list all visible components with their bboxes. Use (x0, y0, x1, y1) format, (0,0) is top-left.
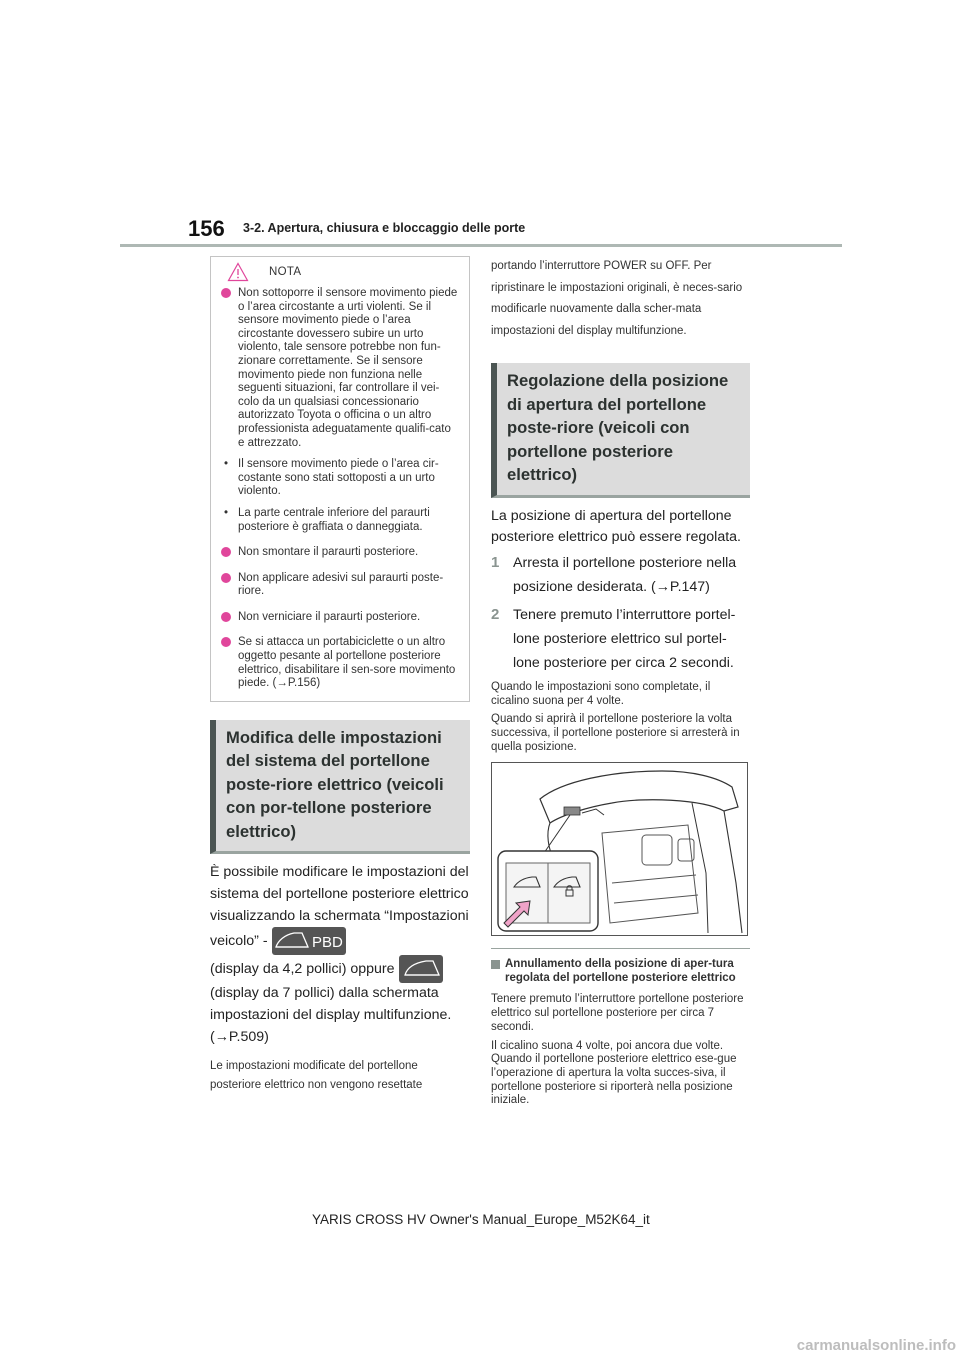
nota-item-text: Non sottoporre il sensore movimento piede o l’area circostante a urti violenti. Se il sensore movimento piede o l’area circostante dovessero subire un urto violento, tale sensore potrebbe non fun-zionare correttamente. Se il sensore movimento piede non funziona nelle seguenti situazioni, far controllare il vei-colo da un qualsiasi concessionario autorizzato Toyota o officina o un altro professionista adeguatamente qualifi-cato e attrezzato. (238, 287, 458, 449)
step-item (491, 603, 750, 675)
step-number: 1 (491, 553, 500, 571)
nota-item (221, 546, 459, 560)
section-heading-settings: Modifica delle impostazioni del sistema del portellone poste-riore elettrico (veicoli con por-tellone posteriore elettrico) (210, 720, 470, 855)
opening-position-intro: La posizione di apertura del portellone posteriore elettrico può essere regolata. (491, 507, 741, 546)
step-item (491, 551, 750, 599)
nota-sub-item: • Il sensore movimento piede o l’area cir-costante sono stati sottoposti a un urto violento. (224, 458, 439, 498)
settings-body (210, 862, 470, 1048)
warning-triangle-icon (227, 262, 249, 282)
nota-item-text: Non smontare il paraurti posteriore. (238, 546, 419, 559)
nota-sub-item-text: La parte centrale inferiore del paraurti posteriore è graffiata o danneggiata. (238, 506, 430, 533)
pink-bullet-icon (221, 547, 231, 557)
nota-sub-item: • La parte centrale inferiore del paraurti posteriore è graffiata o danneggiata. (224, 506, 430, 533)
step-text: Tenere premuto l’interruttore portel-lone posteriore elettrico sul portel-lone posteriore per circa 2 secondi. (513, 606, 736, 671)
section-heading-opening-position: Regolazione della posizione di apertura del portellone poste-riore (veicoli con portellone posteriore elettrico) (491, 363, 750, 498)
nota-item (221, 636, 459, 690)
nota-item-text: Non verniciare il paraurti posteriore. (238, 610, 421, 623)
cancel-position-heading (491, 958, 750, 985)
watermark: carmanualsonline.info (796, 1337, 956, 1354)
nota-item-text: Non applicare adesivi sul paraurti poste-riore. (238, 571, 444, 598)
left-column (210, 256, 470, 1095)
illustration-rule (491, 948, 750, 949)
nota-box (210, 256, 470, 702)
page-number: 156 (188, 216, 225, 241)
tailgate-switch-illustration (491, 762, 748, 936)
pink-bullet-icon (221, 637, 231, 647)
car-pbd-icon (272, 927, 346, 955)
right-column (491, 256, 750, 1108)
settings-text-3: (display da 7 pollici) dalla schermata impostazioni del display multifunzione. (→P.509) (210, 985, 452, 1045)
cancel-position-heading-text: Annullamento della posizione di aper-tura regolata del portellone posteriore elettrico (505, 958, 736, 984)
header-rule (120, 244, 842, 247)
pink-bullet-icon (221, 288, 231, 298)
step-note: Quando le impostazioni sono completate, il cicalino suona per 4 volte. (491, 680, 711, 707)
car-icon (399, 955, 443, 983)
nota-item (221, 287, 459, 450)
settings-text-2: (display da 4,2 pollici) oppure (210, 961, 395, 978)
nota-label: NOTA (269, 266, 302, 278)
nota-header (221, 257, 459, 287)
step-number: 2 (491, 605, 500, 623)
step-note: Quando si aprirà il portellone posteriore la volta successiva, il portellone posteriore si arresterà in quella posizione. (491, 713, 740, 753)
steps-list (491, 551, 750, 675)
pink-bullet-icon (221, 612, 231, 622)
section-title: 3-2. Apertura, chiusura e bloccaggio delle porte (243, 221, 526, 235)
step-text: Arresta il portellone posteriore nella posizione desiderata. (→P.147) (513, 554, 737, 595)
page-footer: YARIS CROSS HV Owner's Manual_Europe_M52K64_it (312, 1212, 650, 1227)
nota-sub-item-text: Il sensore movimento piede o l’area cir-costante sono stati sottoposti a un urto violento. (238, 458, 439, 498)
nota-item-text: Se si attacca un portabiciclette o un altro oggetto pesante al portellone posteriore elettrico, disabilitare il sen-sore movimento piede. (→P.156) (238, 636, 456, 690)
pink-bullet-icon (221, 573, 231, 583)
svg-text:PBD: PBD (311, 934, 343, 952)
nota-item (221, 611, 459, 625)
nota-item (221, 572, 459, 599)
settings-note-continued: portando l’interruttore POWER su OFF. Per ripristinare le impostazioni originali, è neces-sario modificarle nuovamente dalla scher-mata impostazioni del display multifunzione. (491, 260, 743, 337)
cancel-text: Tenere premuto l’interruttore portellone posteriore elettrico sul portellone posteriore per circa 7 secondi. (491, 993, 744, 1033)
square-bullet-icon (491, 960, 500, 969)
settings-note: Le impostazioni modificate del portellone posteriore elettrico non vengono resettate (210, 1059, 423, 1091)
settings-text-1: È possibile modificare le impostazioni del sistema del portellone posteriore elettrico visualizzando la schermata “Impostazioni veicolo” - (210, 864, 469, 950)
cancel-text: Il cicalino suona 4 volte, poi ancora due volte. Quando il portellone posteriore elettrico ese-gue l’operazione di apertura la volta succes-siva, il portellone posteriore si riporterà nella posizione iniziale. (491, 1039, 737, 1107)
